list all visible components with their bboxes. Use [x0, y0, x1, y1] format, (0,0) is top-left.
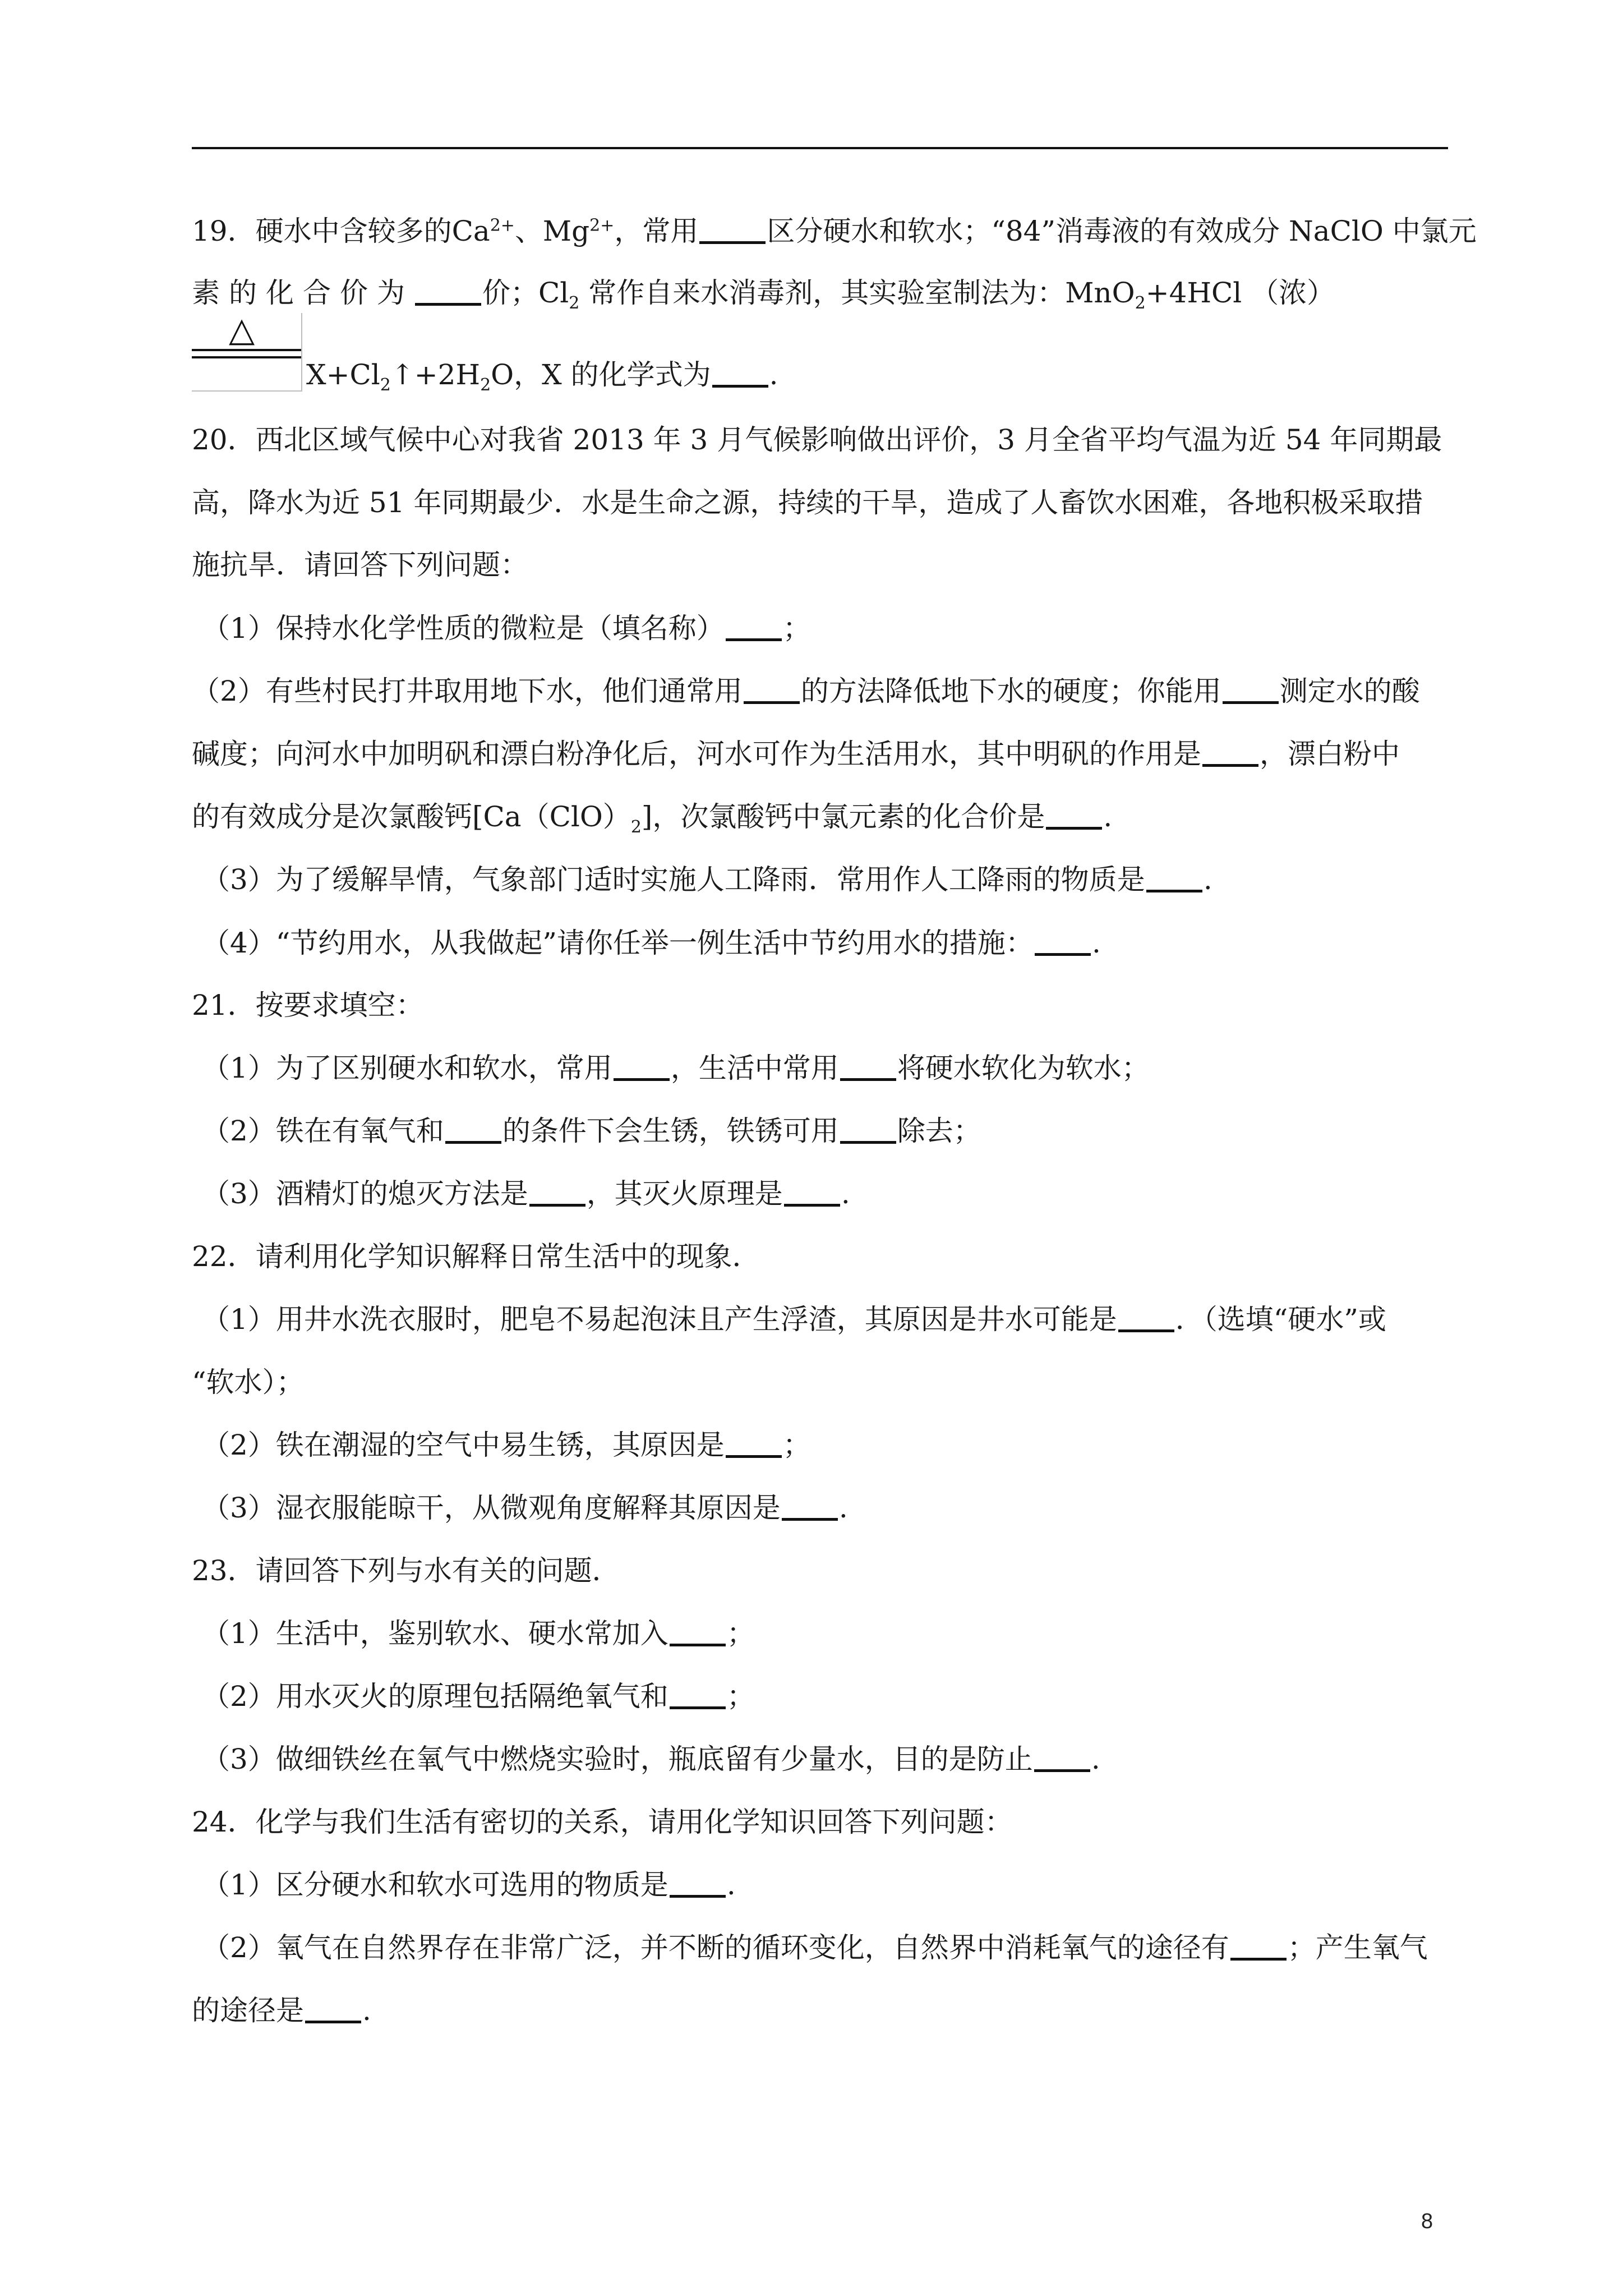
answer-blank: [415, 278, 481, 306]
q20-part-2-line-2: 碱度；向河水中加明矾和漂白粉净化后，河水可作为生活用水，其中明矾的作用是 ，漂白粉中: [192, 738, 1400, 770]
answer-blank: [726, 614, 782, 641]
answer-blank: [1046, 802, 1102, 830]
q20-line-2: 高，降水为近 51 年同期最少．水是生命之源，持续的干旱，造成了人畜饮水困难，各地积极采取措: [192, 486, 1423, 519]
q22-title: 22．请利用化学知识解释日常生活中的现象．: [192, 1240, 760, 1273]
q20-part-2-line-3: 的有效成分是次氯酸钙$[Ca(ClO)_2]$，次氯酸钙中氯元素的化合价是 .: [192, 800, 1113, 837]
q19-line-3: $X+Cl_2↑+2H_2O$，X 的化学式为 .: [306, 358, 778, 395]
answer-blank: [670, 1682, 726, 1709]
q21-title: 21．按要求填空：: [192, 989, 424, 1022]
answer-blank: [784, 1179, 840, 1207]
answer-blank: [1202, 739, 1258, 767]
q20-line-3: 施抗旱．请回答下列问题：: [192, 549, 528, 581]
q19-line-2: 素的化合价为 价；$Cl_2$ 常作自来水消毒剂，其实验室制法为：MnO$_2$+4HCl （浓）: [192, 277, 1335, 313]
answer-blank: [1230, 1933, 1287, 1961]
answer-blank: [699, 217, 766, 244]
q19-line-1: 19．硬水中含较多的$Ca^{2+}$、$Mg^{2+}$，常用 区分硬水和软水；“84”消毒液的有效成分 NaClO 中氯元: [192, 215, 1477, 247]
answer-blank: [782, 1493, 838, 1521]
q24-part-1: （1）区分硬水和软水可选用的物质是 .: [202, 1869, 736, 1901]
page-number: 8: [1421, 2210, 1433, 2233]
answer-blank: [840, 1116, 896, 1144]
q20-part-3: （3）为了缓解旱情，气象部门适时实施人工降雨．常用作人工降雨的物质是 .: [202, 863, 1212, 896]
q23-part-3: （3）做细铁丝在氧气中燃烧实验时，瓶底留有少量水，目的是防止 .: [202, 1743, 1100, 1775]
q20-part-1: （1）保持水化学性质的微粒是（填名称） ；: [202, 612, 811, 645]
answer-blank: [305, 1996, 361, 2023]
answer-blank: [1223, 677, 1279, 704]
answer-blank: [1146, 865, 1202, 892]
q22-part-1-line-1: （1）用井水洗衣服时，肥皂不易起泡沫且产生浮渣，其原因是井水可能是 ．（选填“硬水”或: [202, 1303, 1386, 1336]
heating-condition-mark: [192, 313, 304, 397]
q20-part-2-line-1: （2）有些村民打井取用地下水，他们通常用 的方法降低地下水的硬度；你能用 测定水的酸: [192, 675, 1420, 707]
answer-blank: [670, 1619, 726, 1646]
q22-part-2: （2）铁在潮湿的空气中易生锈，其原因是 ；: [202, 1429, 811, 1461]
answer-blank: [744, 677, 800, 704]
delta-symbol: △: [229, 313, 255, 349]
answer-blank: [1035, 928, 1091, 956]
answer-blank: [1118, 1305, 1174, 1332]
header-rule: [192, 147, 1448, 149]
q20-part-4: （4）“节约用水，从我做起”请你任举一例生活中节约用水的措施： .: [202, 927, 1101, 959]
q23-title: 23．请回答下列与水有关的问题．: [192, 1554, 620, 1587]
answer-blank: [670, 1870, 726, 1898]
q24-part-2-line-2: 的途径是 .: [192, 1994, 371, 2027]
answer-blank: [445, 1116, 501, 1144]
q23-part-1: （1）生活中，鉴别软水、硬水常加入 ；: [202, 1617, 755, 1650]
q23-part-2: （2）用水灭火的原理包括隔绝氧气和 ；: [202, 1680, 755, 1713]
q24-title: 24．化学与我们生活有密切的关系，请用化学知识回答下列问题：: [192, 1806, 1013, 1838]
q21-part-3: （3）酒精灯的熄灭方法是 ，其灭火原理是 .: [202, 1177, 850, 1210]
answer-blank: [1034, 1745, 1090, 1772]
answer-blank: [614, 1053, 670, 1081]
q21-part-2: （2）铁在有氧气和 的条件下会生锈，铁锈可用 除去；: [202, 1115, 981, 1147]
q20-line-1: 20．西北区域气候中心对我省 2013 年 3 月气候影响做出评价，3 月全省平均气温为近 54 年同期最: [192, 424, 1442, 456]
answer-blank: [712, 360, 768, 388]
q21-part-1: （1）为了区别硬水和软水，常用 ，生活中常用 将硬水软化为软水；: [202, 1052, 1150, 1084]
answer-blank: [840, 1053, 896, 1081]
q24-part-2-line-1: （2）氧气在自然界存在非常广泛，并不断的循环变化，自然界中消耗氧气的途径有 ；产生氧气: [202, 1931, 1428, 1964]
q22-part-1-line-2: “软水）；: [192, 1366, 305, 1398]
answer-blank: [529, 1179, 585, 1207]
q22-part-3: （3）湿衣服能晾干，从微观角度解释其原因是 .: [202, 1492, 848, 1524]
answer-blank: [726, 1430, 782, 1458]
